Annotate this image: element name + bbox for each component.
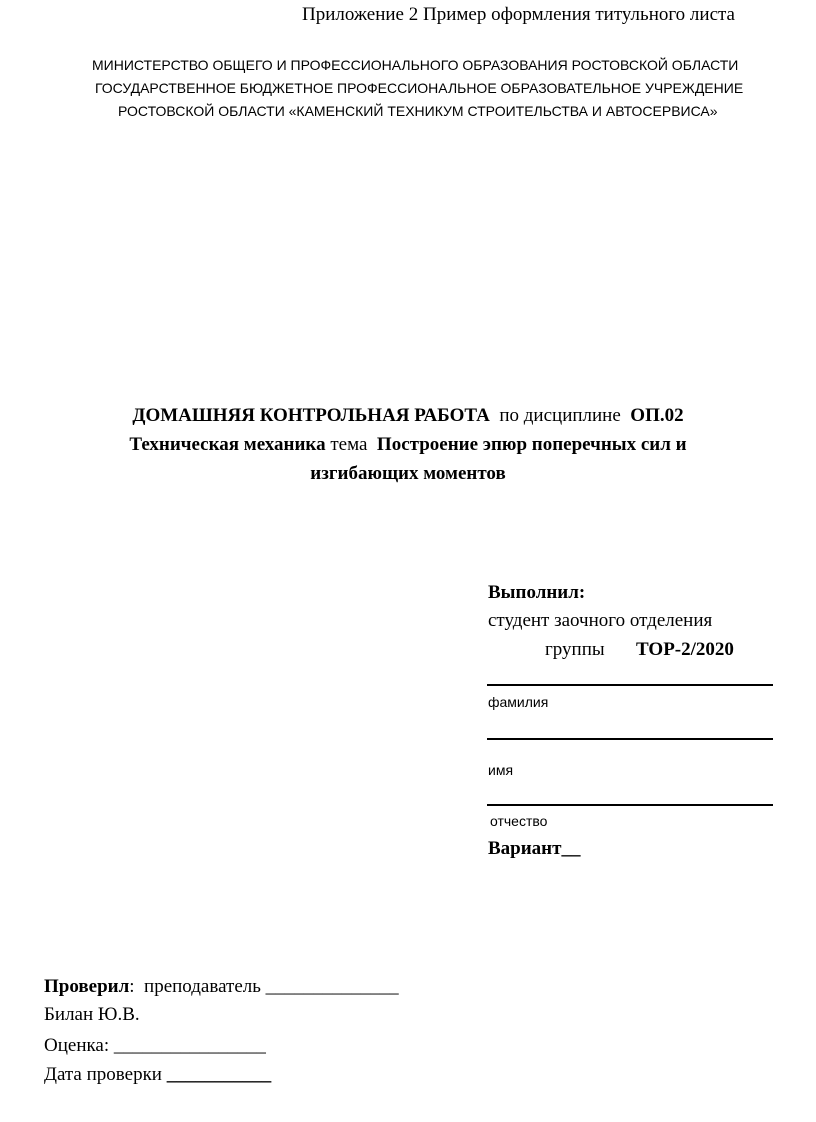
patronymic-label: отчество (490, 813, 548, 829)
name-label: имя (488, 762, 514, 778)
work-type: ДОМАШНЯЯ КОНТРОЛЬНАЯ РАБОТА (132, 405, 490, 426)
student-description: студент заочного отделения (488, 610, 713, 631)
surname-line (487, 684, 773, 686)
surname-label: фамилия (488, 694, 549, 710)
checker-label: Проверил (44, 976, 130, 997)
checker-signature-blank: ______________ (265, 976, 399, 997)
check-date-blank: ___________ (166, 1064, 272, 1085)
discipline-code: ОП.02 (630, 405, 684, 426)
topic-part-1: Построение эпюр поперечных сил и (376, 434, 687, 455)
check-date-line (44, 1064, 271, 1086)
check-date-label: Дата проверки (44, 1064, 162, 1085)
grade-line: Оценка: ________________ (44, 1035, 266, 1056)
by-discipline: по дисциплине (499, 405, 621, 426)
institution-name-line: РОСТОВСКОЙ ОБЛАСТИ «КАМЕНСКИЙ ТЕХНИКУМ СТРОИТЕЛЬСТВА И АВТОСЕРВИСА» (118, 103, 718, 119)
name-line (487, 738, 773, 740)
checker-role: преподаватель (144, 976, 261, 997)
institution-line: ГОСУДАРСТВЕННОЕ БЮДЖЕТНОЕ ПРОФЕССИОНАЛЬНОЕ ОБРАЗОВАТЕЛЬНОЕ УЧРЕЖДЕНИЕ (95, 80, 744, 96)
title-line-1 (0, 405, 816, 427)
ministry-line: МИНИСТЕРСТВО ОБЩЕГО И ПРОФЕССИОНАЛЬНОГО ОБРАЗОВАНИЯ РОСТОВСКОЙ ОБЛАСТИ (92, 57, 739, 73)
patronymic-line (487, 804, 773, 806)
checker-line (44, 976, 399, 998)
teacher-name: Билан Ю.В. (44, 1004, 140, 1025)
variant-label: Вариант__ (488, 838, 581, 859)
group-label: группы (545, 639, 605, 660)
topic-word: тема (330, 434, 368, 455)
appendix-note: Приложение 2 Пример оформления титульного листа (302, 4, 735, 25)
group-number: ТОР-2/2020 (636, 639, 734, 660)
topic-part-2: изгибающих моментов (310, 463, 506, 484)
performer-label: Выполнил: (488, 582, 586, 603)
discipline-name: Техническая механика (129, 434, 326, 455)
title-line-2 (0, 434, 816, 456)
checker-colon: : (129, 976, 135, 997)
